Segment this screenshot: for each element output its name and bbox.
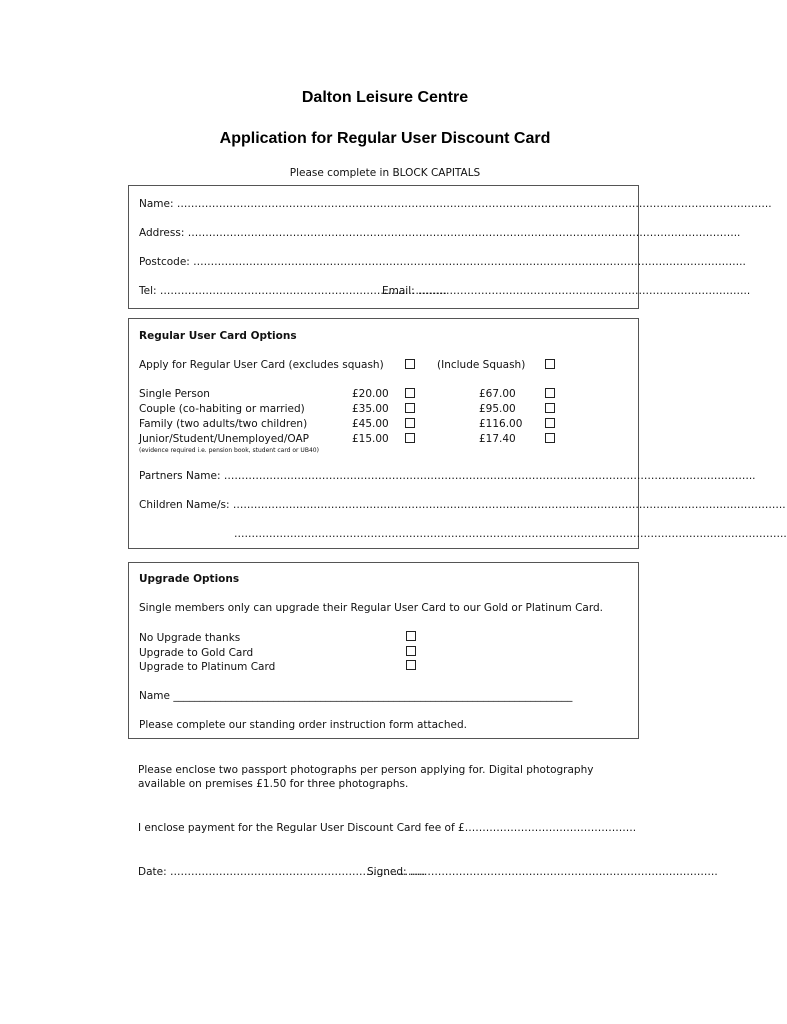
price-junior: £15.00 (352, 433, 389, 445)
couple-checkbox[interactable] (405, 403, 415, 413)
postcode-field[interactable]: Postcode: ………………………………………………………………………………………………………………………………………….. (139, 256, 746, 268)
price-couple: £35.00 (352, 403, 389, 415)
email-field[interactable]: Email: ………………………………………………………………………………….. (382, 285, 751, 297)
no-upgrade-checkbox[interactable] (406, 631, 416, 641)
single-checkbox[interactable] (405, 388, 415, 398)
platinum-upgrade-checkbox[interactable] (406, 660, 416, 670)
card-options-heading: Regular User Card Options (139, 330, 297, 342)
option-label-couple: Couple (co-habiting or married) (139, 403, 305, 415)
option-label-single: Single Person (139, 388, 210, 400)
squash-price-couple: £95.00 (479, 403, 516, 415)
date-field[interactable]: Date: ………………………………………………………………. (138, 866, 426, 878)
upgrade-option-gold: Upgrade to Gold Card (139, 647, 254, 659)
upgrade-heading: Upgrade Options (139, 573, 240, 585)
signed-field[interactable]: Signed: ……………………………………………………………………………. (367, 866, 718, 878)
photos-note-line-2: available on premises £1.50 for three photographs. (138, 778, 409, 790)
tel-field[interactable]: Tel: ………………………………………………………………………. (139, 285, 447, 297)
family-squash-checkbox[interactable] (545, 418, 555, 428)
upgrade-options-box (128, 562, 639, 739)
option-label-junior: Junior/Student/Unemployed/OAP (139, 433, 309, 445)
address-field[interactable]: Address: ………………………………………………………………………………………………………………………………………….. (139, 227, 741, 239)
upgrade-name-field[interactable]: Name ____________________________________________________________________________ (139, 690, 573, 702)
photos-note-line-1: Please enclose two passport photographs per person applying for. Digital photography (138, 764, 594, 776)
price-family: £45.00 (352, 418, 389, 430)
upgrade-option-platinum: Upgrade to Platinum Card (139, 661, 276, 673)
single-squash-checkbox[interactable] (545, 388, 555, 398)
apply-checkbox[interactable] (405, 359, 415, 369)
upgrade-option-none: No Upgrade thanks (139, 632, 241, 644)
form-title: Application for Regular User Discount Card (219, 130, 551, 147)
personal-details-box (128, 185, 772, 309)
squash-price-single: £67.00 (479, 388, 516, 400)
name-field[interactable]: Name: …………………………………………………………………………………………………………………………………………………….. (139, 198, 772, 210)
centre-name: Dalton Leisure Centre (301, 89, 469, 106)
standing-order-note: Please complete our standing order instruction form attached. (139, 719, 467, 731)
payment-field[interactable]: I enclose payment for the Regular User Discount Card fee of £…………………………………………. (138, 822, 637, 834)
junior-checkbox[interactable] (405, 433, 415, 443)
squash-price-family: £116.00 (479, 418, 523, 430)
children-names-field[interactable]: Children Name/s: ………………………………………………………………………………………………………………………………………….. (139, 499, 786, 511)
squash-price-junior: £17.40 (479, 433, 516, 445)
gold-upgrade-checkbox[interactable] (406, 646, 416, 656)
children-names-line-2[interactable]: ………………………………………………………………………………………………………………………………………….. (234, 528, 787, 540)
family-checkbox[interactable] (405, 418, 415, 428)
couple-squash-checkbox[interactable] (545, 403, 555, 413)
option-label-family: Family (two adults/two children) (139, 418, 308, 430)
apply-label: Apply for Regular User Card (excludes squash) (139, 359, 384, 371)
card-options-box (128, 318, 787, 549)
block-capitals-instruction: Please complete in BLOCK CAPITALS (289, 167, 481, 179)
junior-squash-checkbox[interactable] (545, 433, 555, 443)
upgrade-intro: Single members only can upgrade their Regular User Card to our Gold or Platinum Card. (139, 602, 603, 614)
evidence-note: (evidence required i.e. pension book, student card or UB40) (139, 447, 319, 454)
include-squash-label: (Include Squash) (437, 359, 526, 371)
partners-name-field[interactable]: Partners Name: …………………………………………………………………………………………………………………………………….. (139, 470, 756, 482)
include-squash-checkbox[interactable] (545, 359, 555, 369)
price-single: £20.00 (352, 388, 389, 400)
